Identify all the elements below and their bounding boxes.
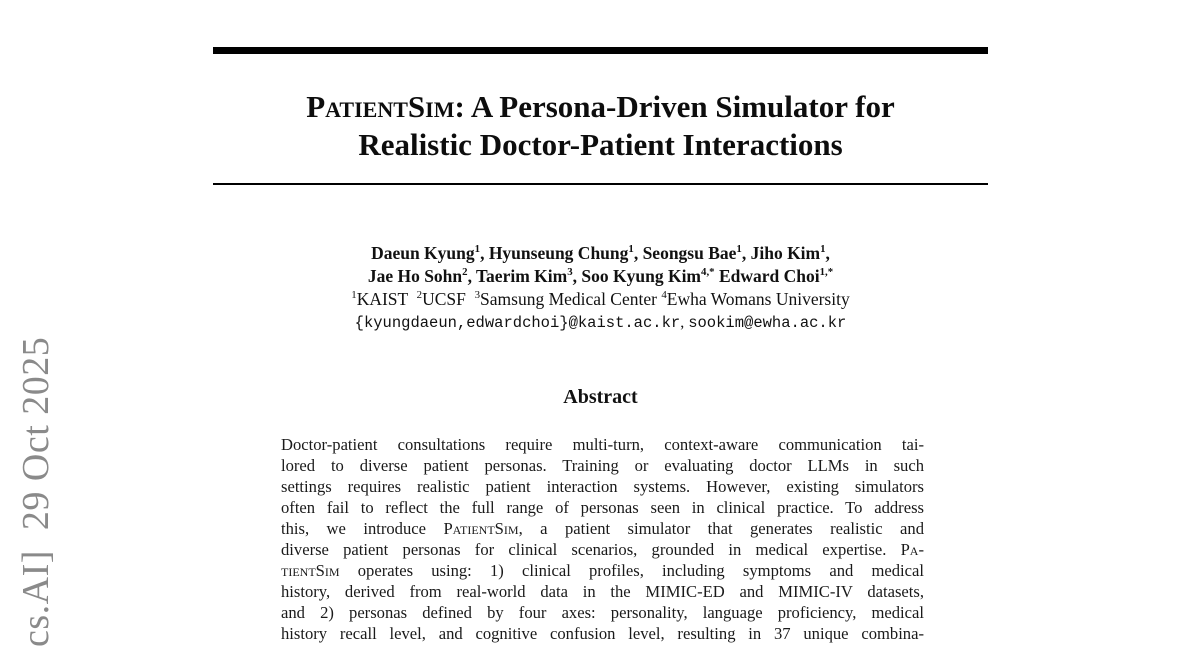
paper-title-line-1: PatientSim: A Persona-Driven Simulator for: [306, 89, 895, 124]
abstract-line: often fail to reflect the full range of personas seen in clinical practice. To address: [281, 498, 924, 517]
abstract-line: lored to diverse patient personas. Training or evaluating doctor LLMs in such: [281, 456, 924, 475]
emails-line: {kyungdaeun,edwardchoi}@kaist.ac.kr, sookim@ewha.ac.kr: [354, 314, 847, 332]
abstract-line: diverse patient personas for clinical scenarios, grounded in medical expertise. Pa-: [281, 540, 924, 559]
affiliations-line: $^1$KAIST $^2$UCSF $^3$Samsung Medical Center $^4$Ewha Womans University: [351, 289, 850, 309]
title-bottom-rule: [213, 183, 988, 185]
author-line-2: Jae Ho Sohn$^2$, Taerim Kim$^3$, Soo Kyung Kim$^{4,*}$ Edward Choi$^{1,*}$: [367, 266, 834, 286]
author-line-1: Daeun Kyung$^1$, Hyunseung Chung$^1$, Seongsu Bae$^1$, Jiho Kim$^1$,: [371, 243, 830, 263]
abstract-line: settings requires realistic patient interaction systems. However, existing simulators: [281, 477, 924, 496]
paper-title-line-2: Realistic Doctor-Patient Interactions: [358, 127, 843, 162]
abstract-heading: Abstract: [563, 386, 638, 408]
arxiv-sidebar-stamp: cs.AI] 29 Oct 2025: [15, 336, 57, 647]
abstract-line: Doctor-patient consultations require multi-turn, context-aware communication tai-: [281, 435, 924, 454]
abstract-line: history recall level, and cognitive confusion level, resulting in 37 unique combina-: [281, 624, 924, 643]
abstract-line: tientSim operates using: 1) clinical profiles, including symptoms and medical: [281, 561, 924, 580]
paper-title: [213, 88, 988, 164]
abstract-line: and 2) personas defined by four axes: personality, language proficiency, medical: [281, 603, 924, 622]
authors-block: [213, 242, 988, 335]
top-rule: [213, 47, 988, 54]
abstract-text: [281, 434, 924, 644]
abstract-line: history, derived from real-world data in the MIMIC-ED and MIMIC-IV datasets,: [281, 582, 924, 601]
abstract-line: this, we introduce PatientSim, a patient simulator that generates realistic and: [281, 519, 924, 538]
